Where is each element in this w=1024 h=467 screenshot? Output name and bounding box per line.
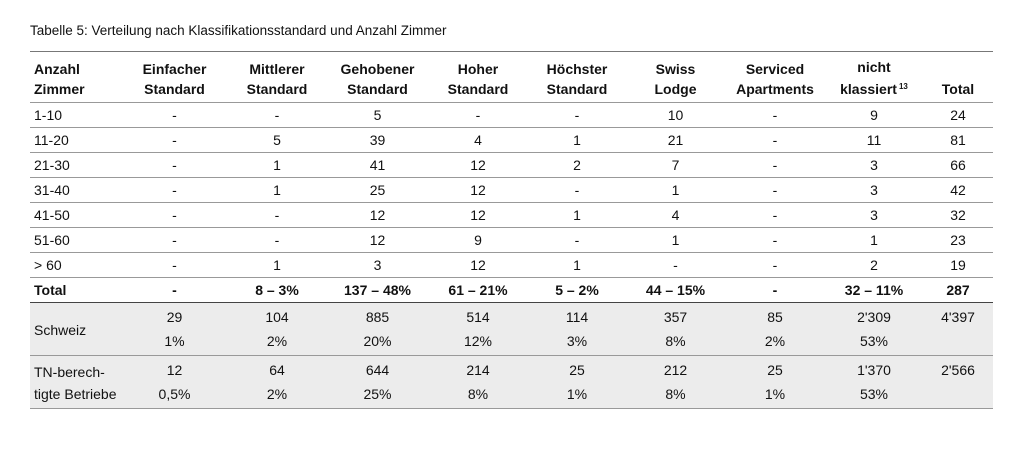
footnote-marker: 13: [898, 82, 908, 91]
table-cell: 12: [470, 207, 486, 223]
table-cell: 5: [373, 107, 382, 123]
header-anzahl-zimmer: Anzahl Zimmer: [34, 61, 85, 97]
header-swiss-lodge: Swiss Lodge: [654, 61, 697, 97]
table-cell: -: [673, 257, 678, 273]
table-cell: 4: [671, 207, 680, 223]
summary-percent: [923, 329, 993, 356]
summary-label: [30, 356, 122, 409]
total-cell: -: [172, 282, 177, 298]
table-cell: 2: [573, 157, 581, 173]
table-row: [30, 153, 993, 178]
summary-percent-row: [30, 329, 993, 356]
table-cell: -: [574, 182, 580, 198]
table-cell: 5: [273, 132, 281, 148]
table-cell: -: [172, 182, 177, 198]
table-cell: 1: [573, 132, 581, 148]
header-row: [30, 52, 993, 103]
table-header: [30, 52, 993, 103]
summary-count: 64: [269, 362, 285, 378]
table-cell: 1: [870, 232, 878, 248]
header-nicht-klassiert: nicht klassiert $^{13}$: [840, 59, 908, 97]
summary-count: 2'309: [857, 309, 891, 325]
summary-count: 2'566: [941, 362, 975, 378]
table-cell: 10: [667, 107, 684, 123]
summary-percent: 20%: [363, 333, 392, 349]
table-cell: 1: [671, 182, 680, 198]
header-total: Total: [941, 81, 975, 97]
total-cell: 32 – 11%: [844, 282, 904, 298]
summary-count: 104: [265, 309, 289, 325]
table-cell: 41: [369, 157, 386, 173]
table-cell: 1: [273, 157, 281, 173]
summary-percent: [923, 382, 993, 409]
table-cell: 2: [870, 257, 878, 273]
table-body: [30, 103, 993, 303]
summary-percent: 1%: [764, 386, 786, 402]
total-cell: 5 – 2%: [555, 282, 599, 298]
summary-percent: 3%: [566, 333, 588, 349]
table-cell: -: [172, 232, 177, 248]
table-cell: 9: [870, 107, 878, 123]
table-cell: 1: [273, 257, 281, 273]
table-cell: -: [172, 257, 177, 273]
table-cell: 66: [950, 157, 966, 173]
table-cell: 19: [950, 257, 966, 273]
table-cell: 24: [950, 107, 966, 123]
summary-percent: 1%: [164, 333, 185, 349]
table-cell: 1: [573, 257, 581, 273]
summary-percent: 25%: [363, 386, 392, 402]
total-cell: 8 – 3%: [255, 282, 299, 298]
summary-count: 357: [663, 309, 688, 325]
row-label: 31-40: [34, 182, 70, 198]
table-cell: 1: [573, 207, 581, 223]
summary-count: 885: [365, 309, 390, 325]
table-cell: -: [172, 207, 177, 223]
table-cell: -: [172, 132, 177, 148]
table-cell: 39: [369, 132, 386, 148]
table-cell: 3: [870, 207, 878, 223]
row-label: 51-60: [34, 232, 70, 248]
table-cell: -: [172, 157, 177, 173]
table-cell: -: [772, 107, 778, 123]
row-label: 41-50: [34, 207, 70, 223]
table-cell: -: [274, 207, 280, 223]
summary-label: Schweiz: [34, 322, 87, 338]
summary-count: 644: [365, 362, 390, 378]
table-cell: -: [172, 107, 177, 123]
table-cell: 42: [950, 182, 966, 198]
table-cell: -: [574, 232, 580, 248]
summary-count: 514: [466, 309, 490, 325]
summary-percent: 8%: [665, 386, 686, 402]
summary-percent: 2%: [266, 386, 288, 402]
summary-body: [30, 303, 993, 409]
table-cell: 9: [474, 232, 482, 248]
summary-percent-row: [30, 382, 993, 409]
total-label: Total: [34, 282, 67, 298]
table-cell: 1: [273, 182, 281, 198]
summary-count-row: [30, 356, 993, 383]
summary-label-line2: tigte Betriebe: [34, 386, 117, 402]
table-cell: -: [772, 207, 778, 223]
table-row: [30, 128, 993, 153]
header-mittlerer: Mittlerer Standard: [246, 61, 308, 97]
table-cell: 12: [470, 257, 486, 273]
table-cell: -: [274, 107, 280, 123]
summary-count: 4'397: [941, 309, 975, 325]
table-cell: 3: [373, 257, 382, 273]
row-label: 1-10: [34, 107, 63, 123]
table-cell: 12: [470, 182, 486, 198]
table-caption: Tabelle 5: Verteilung nach Klassifikationsstandard und Anzahl Zimmer: [30, 23, 447, 38]
table-row: [30, 203, 993, 228]
summary-count-row: [30, 303, 993, 330]
summary-percent: 12%: [463, 333, 493, 349]
summary-count: 25: [767, 362, 783, 378]
table-cell: -: [772, 132, 778, 148]
row-label: 21-30: [34, 157, 70, 173]
summary-label-line1: TN-berech-: [34, 364, 105, 380]
table-cell: 81: [950, 132, 966, 148]
summary-percent: 0,5%: [158, 386, 191, 402]
table-row: [30, 103, 993, 128]
table-cell: -: [475, 107, 481, 123]
table-cell: 4: [474, 132, 482, 148]
summary-percent: 2%: [266, 333, 288, 349]
table-cell: 11: [866, 132, 882, 148]
summary-percent: 8%: [467, 386, 489, 402]
table-cell: 12: [470, 157, 486, 173]
total-row: [30, 278, 993, 303]
summary-percent: 2%: [764, 333, 786, 349]
header-einfacher: Einfacher Standard: [142, 61, 207, 97]
table-cell: 7: [671, 157, 680, 173]
summary-count: 85: [767, 309, 783, 325]
table-row: [30, 178, 993, 203]
table-cell: -: [772, 257, 778, 273]
table-cell: 3: [870, 182, 878, 198]
table-cell: 3: [870, 157, 878, 173]
row-label: 11-20: [34, 132, 69, 148]
table-cell: -: [574, 107, 580, 123]
total-cell: 61 – 21%: [448, 282, 508, 298]
table-cell: -: [772, 182, 778, 198]
table-row: [30, 228, 993, 253]
summary-count: 212: [663, 362, 688, 378]
summary-percent: 53%: [859, 333, 889, 349]
table-cell: 23: [950, 232, 966, 248]
table-cell: 12: [369, 232, 386, 248]
summary-percent: 1%: [566, 386, 588, 402]
summary-count: 25: [569, 362, 585, 378]
table-cell: 21: [667, 132, 684, 148]
header-serviced: Serviced Apartments: [736, 61, 814, 97]
header-gehobener: Gehobener Standard: [340, 61, 415, 97]
summary-count: 1'370: [857, 362, 891, 378]
classification-table: [30, 51, 993, 409]
table-cell: 12: [369, 207, 386, 223]
summary-count: 12: [166, 362, 183, 378]
summary-count: 29: [166, 309, 183, 325]
table-cell: -: [274, 232, 280, 248]
total-cell: 137 – 48%: [344, 282, 411, 298]
summary-percent: 8%: [665, 333, 686, 349]
table-row: [30, 253, 993, 278]
table-cell: -: [772, 157, 778, 173]
table-cell: -: [772, 232, 778, 248]
table-cell: 25: [369, 182, 386, 198]
total-cell: 287: [946, 282, 970, 298]
table-cell: 32: [950, 207, 966, 223]
summary-count: 214: [466, 362, 490, 378]
total-cell: -: [772, 282, 778, 298]
header-hoechster: Höchster Standard: [546, 61, 608, 97]
summary-count: 114: [565, 309, 589, 325]
table-cell: 1: [671, 232, 680, 248]
summary-percent: 53%: [859, 386, 889, 402]
header-hoher: Hoher Standard: [447, 61, 509, 97]
row-label: > 60: [34, 257, 62, 273]
total-cell: 44 – 15%: [645, 282, 706, 298]
